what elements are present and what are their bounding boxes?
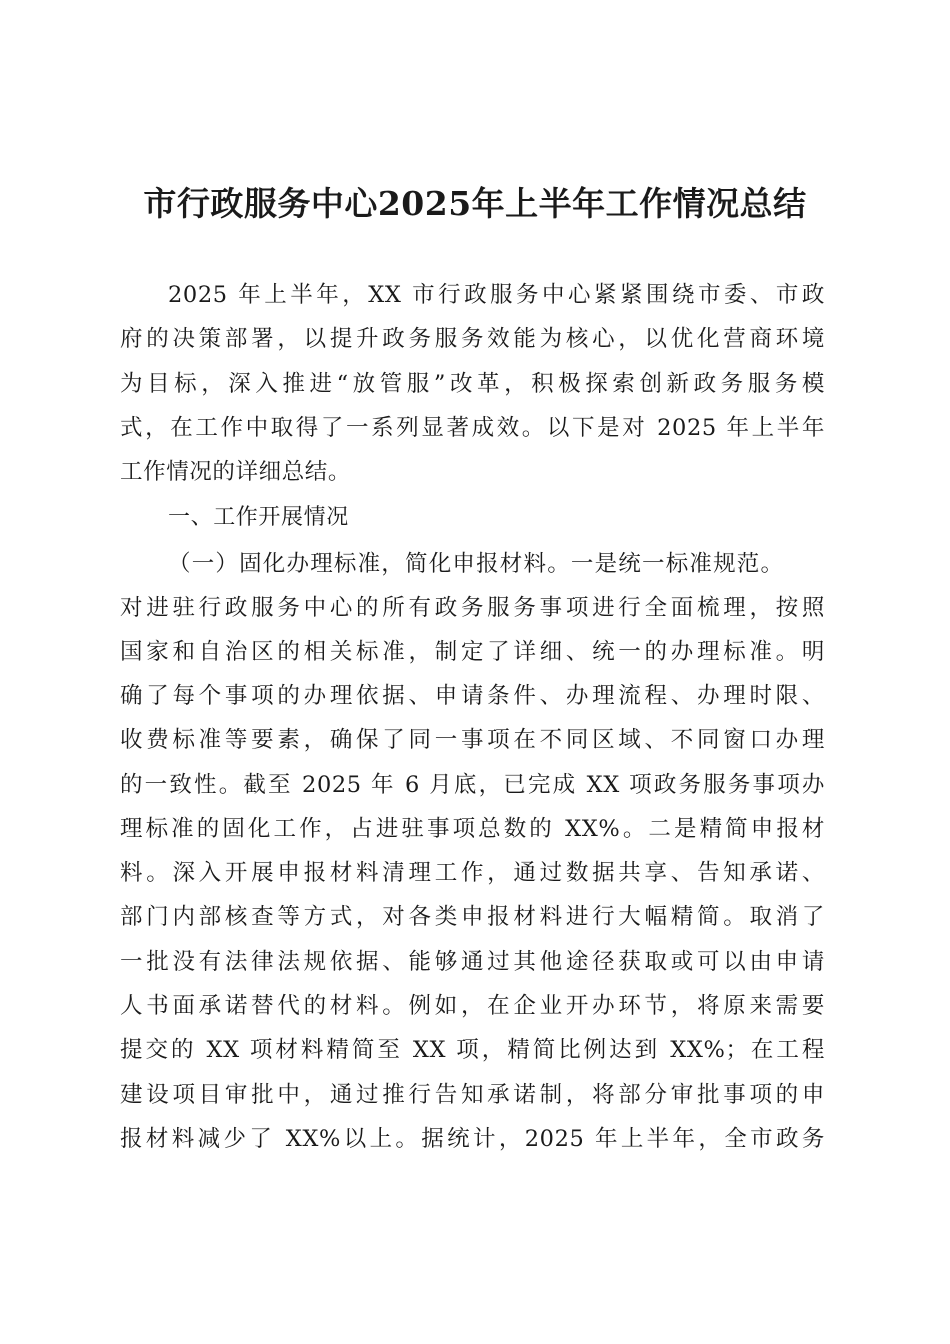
subsection-heading: （一）固化办理标准，简化申报材料。一是统一标准规范。 bbox=[168, 551, 785, 577]
paragraph-line: 的一致性。截至 2025 年 6 月底，已完成 XX 项政务服务事项办 bbox=[120, 772, 825, 798]
paragraph-line: 对进驻行政服务中心的所有政务服务事项进行全面梳理，按照 bbox=[120, 595, 825, 621]
paragraph-line: 式，在工作中取得了一系列显著成效。以下是对 2025 年上半年 bbox=[120, 415, 825, 441]
paragraph-line: 报材料减少了 XX%以上。据统计，2025 年上半年，全市政务 bbox=[120, 1126, 825, 1152]
paragraph-line: 确了每个事项的办理依据、申请条件、办理流程、办理时限、 bbox=[120, 683, 825, 709]
paragraph-line: 国家和自治区的相关标准，制定了详细、统一的办理标准。明 bbox=[120, 639, 825, 665]
paragraph-line: 理标准的固化工作，占进驻事项总数的 XX%。二是精简申报材 bbox=[120, 816, 825, 842]
paragraph-line: 收费标准等要素，确保了同一事项在不同区域、不同窗口办理 bbox=[120, 727, 825, 753]
paragraph-line: 料。深入开展申报材料清理工作，通过数据共享、告知承诺、 bbox=[120, 860, 825, 886]
paragraph-line: 建设项目审批中，通过推行告知承诺制，将部分审批事项的申 bbox=[120, 1082, 825, 1108]
paragraph-line: 提交的 XX 项材料精简至 XX 项，精简比例达到 XX%；在工程 bbox=[120, 1037, 825, 1063]
paragraph-line: 部门内部核查等方式，对各类申报材料进行大幅精简。取消了 bbox=[120, 904, 825, 930]
paragraph-line: 人书面承诺替代的材料。例如，在企业开办环节，将原来需要 bbox=[120, 993, 825, 1019]
paragraph-line: 为目标，深入推进“放管服”改革，积极探索创新政务服务模 bbox=[120, 371, 825, 397]
paragraph-line: 工作情况的详细总结。 bbox=[120, 459, 352, 485]
document-title: 市行政服务中心2025年上半年工作情况总结 bbox=[143, 184, 807, 223]
section-heading: 一、工作开展情况 bbox=[168, 505, 349, 530]
paragraph-line: 2025 年上半年，XX 市行政服务中心紧紧围绕市委、市政 bbox=[168, 282, 825, 308]
paragraph-line: 一批没有法律法规依据、能够通过其他途径获取或可以由申请 bbox=[120, 949, 825, 975]
paragraph-line: 府的决策部署，以提升政务服务效能为核心，以优化营商环境 bbox=[120, 326, 825, 352]
